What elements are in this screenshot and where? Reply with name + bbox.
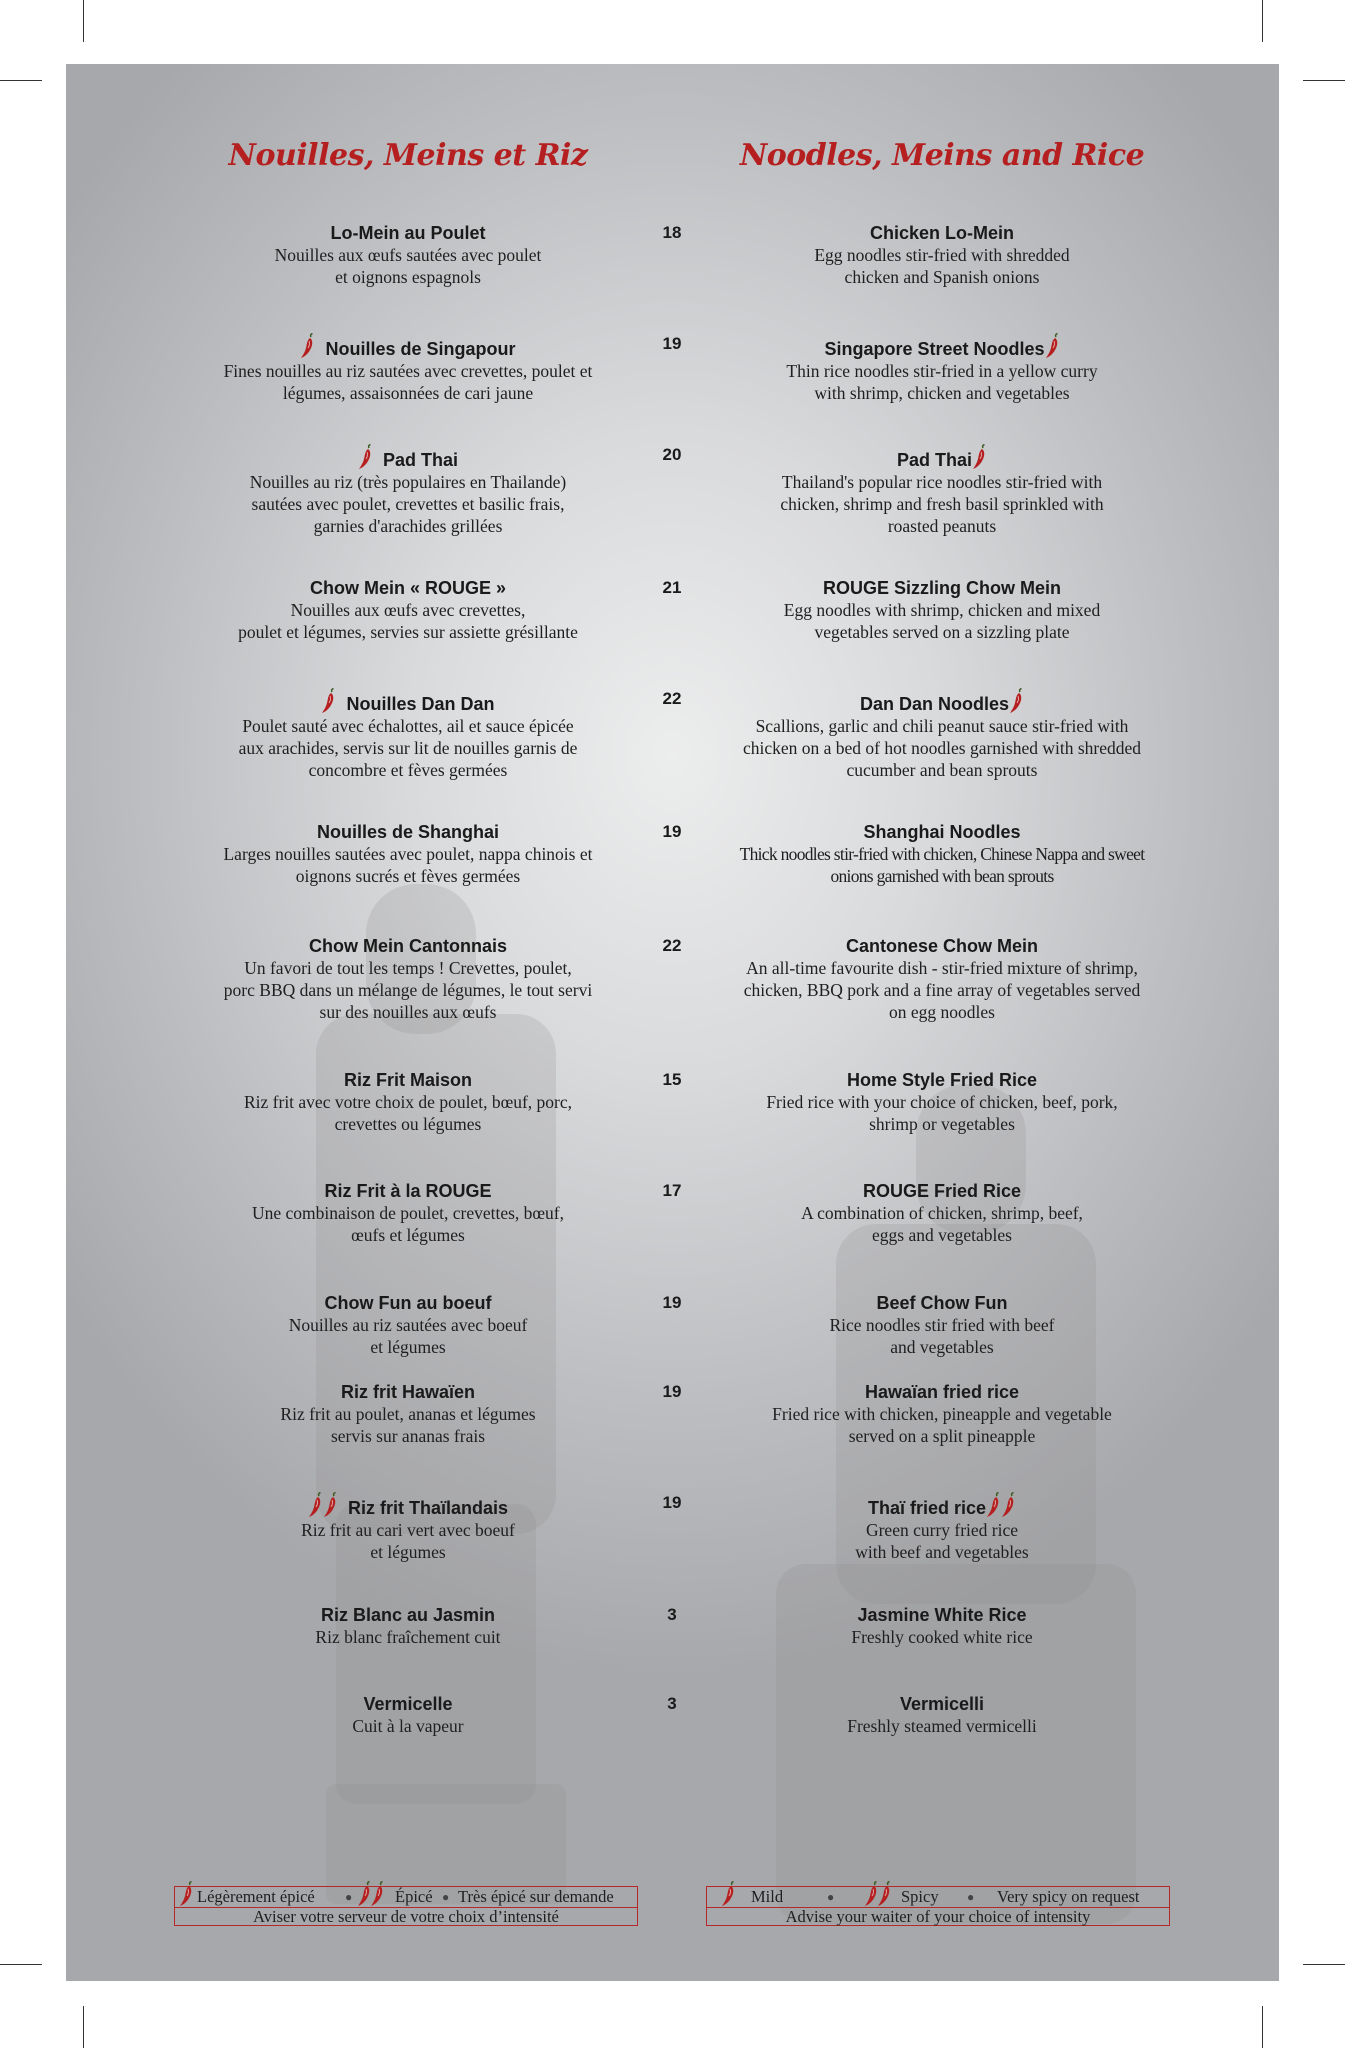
crop-mark: [1303, 1964, 1345, 1965]
menu-item-name: Dan Dan Noodles: [859, 694, 1010, 714]
menu-item-description: An all-time favourite dish - stir-fried mixture of shrimp, chicken, BBQ pork and a fine array of vegetables served on egg noodles: [743, 958, 1141, 1022]
menu-item: [712, 821, 1172, 887]
spice-level-indicator: [308, 1492, 338, 1519]
menu-item-name: ROUGE Fried Rice: [862, 1181, 1022, 1201]
menu-item-price: 18: [662, 223, 682, 242]
menu-item-name: Lo-Mein au Poulet: [330, 223, 486, 243]
menu-item-price: 15: [662, 1070, 682, 1089]
french-heading: Nouilles, Meins et Riz: [228, 138, 588, 173]
menu-item: [178, 1381, 638, 1447]
menu-item-price: 3: [667, 1605, 677, 1624]
chili-pepper-icon: [972, 444, 987, 470]
menu-item-name-line: [178, 935, 638, 957]
menu-item: [712, 1180, 1172, 1246]
menu-item-name-line: [712, 1180, 1172, 1202]
menu-item-name-line: [178, 1604, 638, 1626]
chili-pepper-icon: [358, 444, 373, 470]
menu-item-description: Riz frit au cari vert avec boeuf et légumes: [301, 1520, 515, 1562]
menu-item: [178, 1604, 638, 1648]
menu-item: [178, 222, 638, 288]
menu-item-name: Thaï fried rice: [867, 1498, 987, 1518]
pepper-icon: [877, 1881, 892, 1908]
chili-pepper-icon: [1045, 333, 1060, 359]
pepper-icon: [179, 1881, 194, 1908]
menu-item-description: Une combinaison de poulet, crevettes, bœuf, œufs et légumes: [252, 1203, 564, 1245]
spice-level-indicator: [972, 444, 987, 471]
menu-item-description: Nouilles au riz (très populaires en Thailande) sautées avec poulet, crevettes et basilic frais, garnies d'arachides grillées: [249, 472, 567, 536]
menu-item-name: Chow Mein Cantonnais: [309, 936, 507, 956]
menu-item-price: 21: [662, 578, 682, 597]
crop-mark: [1262, 2006, 1263, 2048]
menu-item-description: Cuit à la vapeur: [352, 1716, 464, 1736]
spice-level-indicator: [986, 1492, 1016, 1519]
crop-mark: [83, 0, 84, 42]
menu-item: [178, 333, 638, 404]
menu-item-name: Nouilles de Singapour: [325, 339, 516, 359]
menu-item-description: Rice noodles stir fried with beef and vegetables: [829, 1315, 1055, 1357]
menu-item-name-line: [712, 333, 1172, 360]
menu-item-description: Nouilles aux œufs avec crevettes, poulet et légumes, servies sur assiette grésillante: [238, 600, 578, 642]
menu-item-name-line: [178, 1069, 638, 1091]
spice-level-indicator: [1009, 688, 1024, 715]
menu-item-price: 19: [662, 1382, 682, 1401]
legend-very-spicy-label: Very spicy on request: [997, 1887, 1140, 1906]
menu-item-price: 19: [662, 822, 682, 841]
chili-pepper-icon: [877, 1881, 892, 1907]
menu-item-name-line: [178, 1381, 638, 1403]
menu-item-name: Riz Blanc au Jasmin: [320, 1605, 496, 1625]
menu-item-name: Riz frit Hawaïen: [340, 1382, 476, 1402]
spice-level-indicator: [300, 333, 315, 360]
chili-pepper-icon: [986, 1492, 1001, 1518]
menu-item-name: Hawaïan fried rice: [864, 1382, 1020, 1402]
menu-item: [712, 222, 1172, 288]
menu-item-name-line: [712, 1693, 1172, 1715]
legend-advise-text: Advise your waiter of your choice of intensity: [785, 1907, 1091, 1926]
spice-legend-en: [706, 1886, 1170, 1926]
menu-item-name-line: [178, 1693, 638, 1715]
menu-item-name-line: [178, 333, 638, 360]
menu-item-name-line: [178, 222, 638, 244]
menu-item-description: A combination of chicken, shrimp, beef, eggs and vegetables: [801, 1203, 1083, 1245]
menu-item-price: 19: [662, 334, 682, 353]
menu-item: [178, 1693, 638, 1737]
spice-level-indicator: [321, 688, 336, 715]
menu-item-description: Fines nouilles au riz sautées avec crevettes, poulet et légumes, assaisonnées de cari jaune: [223, 361, 593, 403]
pepper-icon: [370, 1881, 385, 1908]
menu-item-price: 3: [667, 1694, 677, 1713]
menu-item-name-line: [712, 1492, 1172, 1519]
menu-item-name: Nouilles Dan Dan: [346, 694, 495, 714]
chili-pepper-icon: [1009, 688, 1024, 714]
menu-item: [178, 1180, 638, 1246]
menu-item-description: Egg noodles with shrimp, chicken and mixed vegetables served on a sizzling plate: [783, 600, 1101, 642]
menu-item-description: Larges nouilles sautées avec poulet, nappa chinois et oignons sucrés et fèves germées: [223, 844, 593, 886]
menu-item-description: Nouilles aux œufs sautées avec poulet et oignons espagnols: [274, 245, 542, 287]
menu-item-description: Nouilles au riz sautées avec boeuf et légumes: [288, 1315, 528, 1357]
menu-item-name-line: [178, 577, 638, 599]
menu-item-name-line: [712, 444, 1172, 471]
chili-pepper-icon: [721, 1881, 736, 1907]
menu-item: [712, 1381, 1172, 1447]
menu-item-name: Pad Thai: [896, 450, 972, 470]
chili-pepper-icon: [321, 688, 336, 714]
chili-pepper-icon: [179, 1881, 194, 1907]
bullet-icon: ●: [967, 1890, 975, 1904]
chili-pepper-icon: [300, 333, 315, 359]
legend-spicy-label: Spicy: [901, 1887, 939, 1906]
menu-item: [712, 1492, 1172, 1563]
menu-item: [712, 577, 1172, 643]
menu-item-name: Singapore Street Noodles: [824, 339, 1045, 359]
menu-item-description: Fried rice with chicken, pineapple and vegetable served on a split pineapple: [772, 1404, 1112, 1446]
crop-mark: [1303, 80, 1345, 81]
menu-item-description: Egg noodles stir-fried with shredded chicken and Spanish onions: [814, 245, 1070, 287]
menu-item-description: Thailand's popular rice noodles stir-fried with chicken, shrimp and fresh basil sprinkled with roasted peanuts: [780, 472, 1104, 536]
menu-item-description: Scallions, garlic and chili peanut sauce stir-fried with chicken on a bed of hot noodles garnished with shredded cucumber and bean sprouts: [742, 716, 1142, 780]
menu-item: [712, 935, 1172, 1023]
chili-pepper-icon: [1001, 1492, 1016, 1518]
menu-item: [178, 577, 638, 643]
chili-pepper-icon: [370, 1881, 385, 1907]
menu-item-name-line: [712, 577, 1172, 599]
menu-item: [712, 444, 1172, 537]
menu-item-name-line: [712, 1069, 1172, 1091]
menu-item-name: Riz Frit à la ROUGE: [324, 1181, 492, 1201]
menu-item-description: Poulet sauté avec échalottes, ail et sauce épicée aux arachides, servis sur lit de nouilles garnis de concombre et fèves germées: [238, 716, 578, 780]
menu-item-price: 19: [662, 1493, 682, 1512]
menu-item-name: Shanghai Noodles: [863, 822, 1021, 842]
crop-mark: [83, 2006, 84, 2048]
menu-item-description: Fried rice with your choice of chicken, beef, pork, shrimp or vegetables: [766, 1092, 1118, 1134]
menu-item: [178, 935, 638, 1023]
bullet-icon: ●: [345, 1890, 353, 1904]
menu-item-description: Riz blanc fraîchement cuit: [315, 1627, 501, 1647]
menu-item-name: Riz frit Thaïlandais: [347, 1498, 509, 1518]
crop-mark: [0, 80, 42, 81]
crop-mark: [1262, 0, 1263, 42]
menu-item-name-line: [178, 444, 638, 471]
legend-very-spicy-label: Très épicé sur demande: [458, 1887, 614, 1906]
menu-item-description: Un favori de tout les temps ! Crevettes, poulet, porc BBQ dans un mélange de légumes, le tout servi sur des nouilles aux œufs: [223, 958, 593, 1022]
menu-item: [178, 821, 638, 887]
chili-pepper-icon: [308, 1492, 323, 1518]
menu-item-name: Vermicelle: [363, 1694, 453, 1714]
menu-item-name: Pad Thai: [383, 450, 459, 470]
menu-item-name-line: [178, 1292, 638, 1314]
menu-item: [178, 688, 638, 781]
menu-item-name: Beef Chow Fun: [876, 1293, 1008, 1313]
menu-item: [178, 1292, 638, 1358]
menu-item-name: Chow Mein « ROUGE »: [309, 578, 507, 598]
menu-item: [712, 1069, 1172, 1135]
english-heading: Noodles, Meins and Rice: [739, 138, 1145, 173]
menu-item-description: Freshly cooked white rice: [851, 1627, 1033, 1647]
menu-item: [178, 444, 638, 537]
bullet-icon: ●: [827, 1890, 835, 1904]
menu-item: [712, 688, 1172, 781]
menu-item-name-line: [712, 935, 1172, 957]
menu-item: [178, 1492, 638, 1563]
menu-item: [712, 1693, 1172, 1737]
menu-item-price: 22: [662, 689, 682, 708]
menu-item-name: ROUGE Sizzling Chow Mein: [823, 578, 1061, 598]
menu-item-name: Riz Frit Maison: [343, 1070, 472, 1090]
spice-legend-fr: [174, 1886, 638, 1926]
menu-item-name: Nouilles de Shanghai: [316, 822, 500, 842]
crop-mark: [0, 1964, 42, 1965]
menu-item-description: Freshly steamed vermicelli: [847, 1716, 1037, 1736]
menu-item-description: Thick noodles stir-fried with chicken, Chinese Nappa and sweet onions garnished with bean sprouts: [739, 844, 1145, 886]
menu-item-name-line: [178, 1492, 638, 1519]
bullet-icon: ●: [442, 1890, 450, 1904]
legend-mild-label: Mild: [751, 1887, 784, 1906]
menu-item: [712, 1292, 1172, 1358]
menu-item-description: Riz frit au poulet, ananas et légumes servis sur ananas frais: [280, 1404, 536, 1446]
spice-level-indicator: [1045, 333, 1060, 360]
menu-item-description: Green curry fried rice with beef and vegetables: [855, 1520, 1029, 1562]
menu-item-price: 22: [662, 936, 682, 955]
menu-item-name-line: [712, 222, 1172, 244]
pepper-icon: [721, 1881, 736, 1908]
menu-item-name: Vermicelli: [899, 1694, 985, 1714]
legend-mild-label: Légèrement épicé: [197, 1887, 315, 1906]
menu-item-price: 19: [662, 1293, 682, 1312]
menu-item: [712, 333, 1172, 404]
legend-spicy-label: Épicé: [395, 1887, 433, 1906]
menu-item-name-line: [178, 688, 638, 715]
menu-item-price: 17: [662, 1181, 682, 1200]
menu-item-name-line: [712, 1381, 1172, 1403]
menu-item-description: Thin rice noodles stir-fried in a yellow curry with shrimp, chicken and vegetables: [786, 361, 1098, 403]
menu-item-description: Riz frit avec votre choix de poulet, bœuf, porc, crevettes ou légumes: [243, 1092, 572, 1134]
legend-advise-text: Aviser votre serveur de votre choix d’intensité: [253, 1907, 559, 1926]
menu-item: [712, 1604, 1172, 1648]
menu-item-name-line: [712, 1604, 1172, 1626]
chili-pepper-icon: [323, 1492, 338, 1518]
menu-item-name: Chow Fun au boeuf: [324, 1293, 492, 1313]
menu-item-name: Home Style Fried Rice: [846, 1070, 1038, 1090]
menu-item-name-line: [178, 821, 638, 843]
menu-item-name-line: [712, 821, 1172, 843]
menu-item-name-line: [712, 688, 1172, 715]
menu-item-name: Chicken Lo-Mein: [869, 223, 1014, 243]
menu-item-name-line: [178, 1180, 638, 1202]
spice-level-indicator: [358, 444, 373, 471]
menu-item: [178, 1069, 638, 1135]
menu-item-name: Cantonese Chow Mein: [845, 936, 1038, 956]
menu-item-price: 20: [662, 445, 682, 464]
menu-item-name: Jasmine White Rice: [857, 1605, 1027, 1625]
menu-item-name-line: [712, 1292, 1172, 1314]
